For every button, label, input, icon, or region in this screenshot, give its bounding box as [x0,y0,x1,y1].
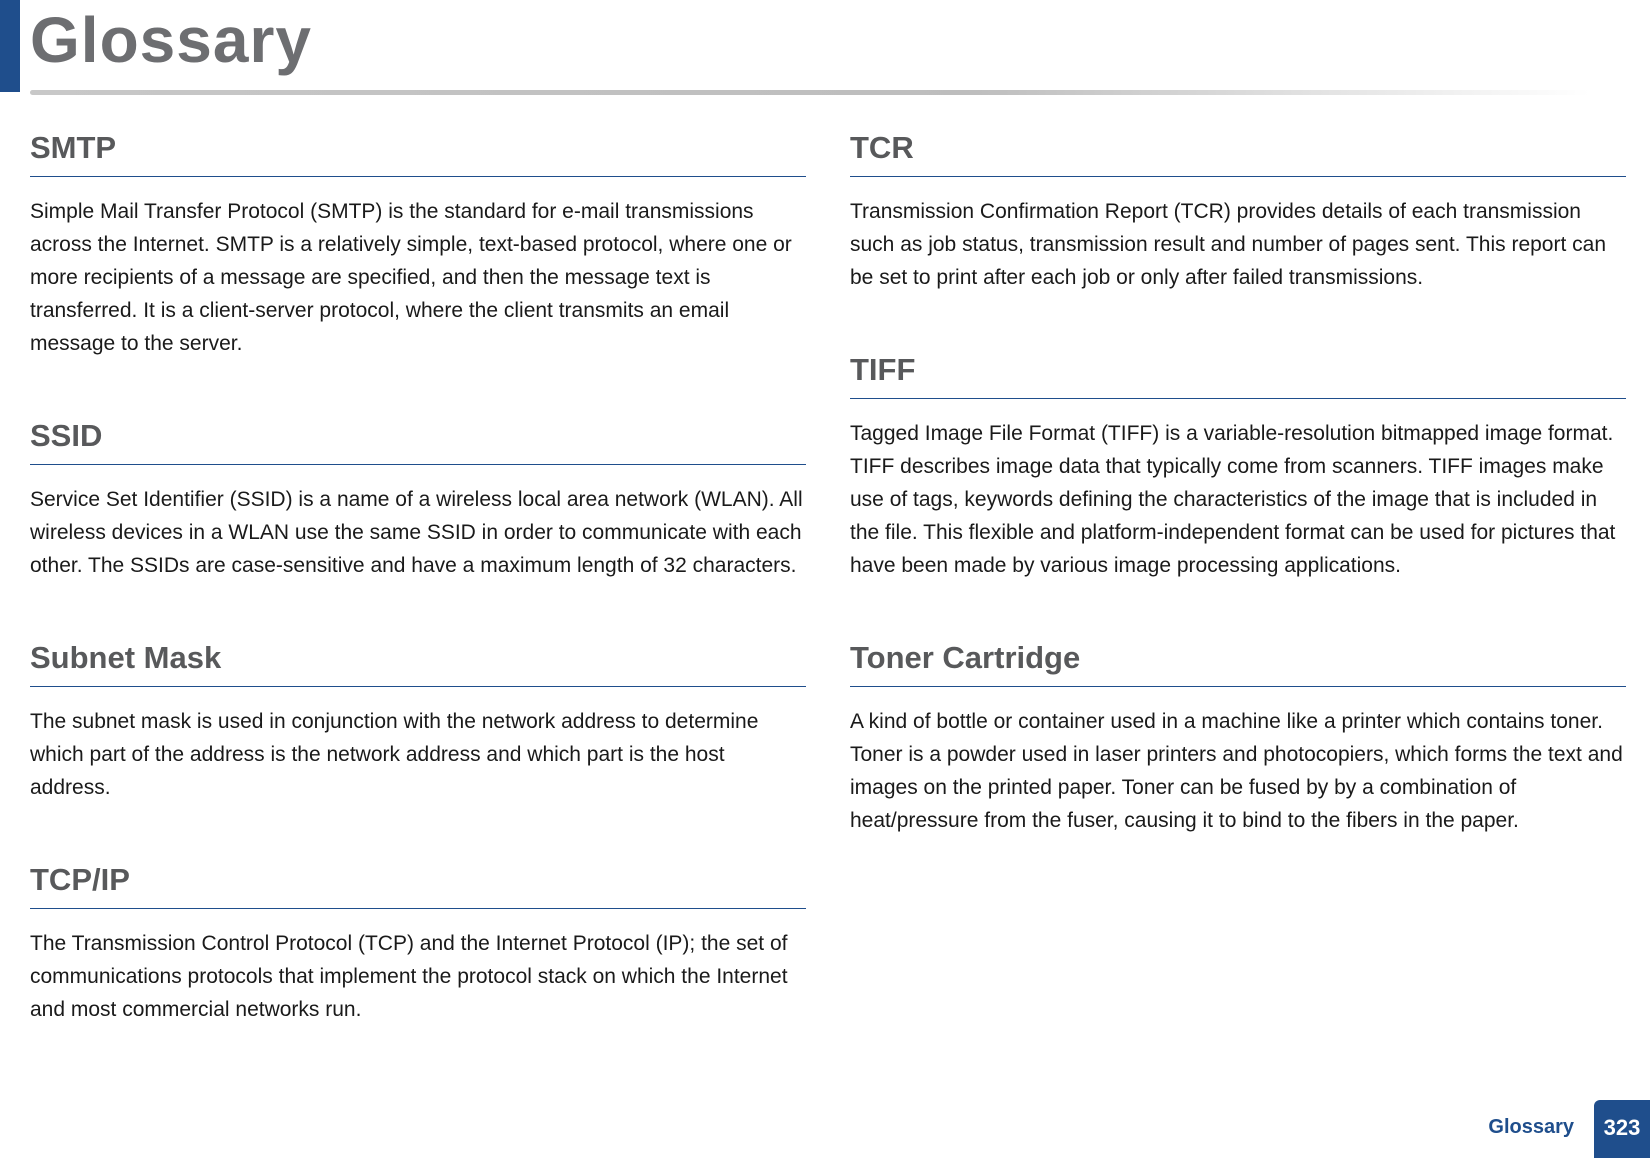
glossary-definition: Service Set Identifier (SSID) is a name of a wireless local area network (WLAN). All wireless devices in a WLAN use the same SSID in order to communicate with each other. The SSIDs are case-sensitive and have a maximum length of 32 characters. [30,488,803,577]
footer-section-label: Glossary [1488,1116,1574,1138]
glossary-entry-tcr [850,128,1626,294]
right-column [850,128,1626,837]
glossary-term: SMTP [30,128,806,177]
page-number-badge: 323 [1594,1100,1650,1158]
glossary-entry-subnet-mask [30,638,806,804]
glossary-definition: Simple Mail Transfer Protocol (SMTP) is the standard for e-mail transmissions across the Internet. SMTP is a relatively simple, text-based protocol, where one or more recipients of a message are specified, and then the message text is transferred. It is a client-server protocol, where the client transmits an email message to the server. [30,200,792,355]
glossary-term: TCP/IP [30,860,806,909]
glossary-definition: Tagged Image File Format (TIFF) is a variable-resolution bitmapped image format. TIFF describes image data that typically come from scanners. TIFF images make use of tags, keywords defining the characteristics of the image that is included in the file. This flexible and platform-independent format can be used for pictures that have been made by various image processing applications. [850,422,1616,577]
glossary-term: Subnet Mask [30,638,806,687]
glossary-definition: Transmission Confirmation Report (TCR) provides details of each transmission such as job status, transmission result and number of pages sent. This report can be set to print after each job or only after failed transmissions. [850,200,1606,289]
glossary-term: SSID [30,416,806,465]
title-divider [30,90,1590,95]
glossary-entry-tcp-ip [30,860,806,1026]
glossary-definition: The Transmission Control Protocol (TCP) and the Internet Protocol (IP); the set of communications protocols that implement the protocol stack on which the Internet and most commercial networks run. [30,932,788,1021]
glossary-definition: A kind of bottle or container used in a machine like a printer which contains toner. Toner is a powder used in laser printers and photocopiers, which forms the text and images on the printed paper. Toner can be fused by by a combination of heat/pressure from the fuser, causing it to bind to the fibers in the paper. [850,710,1623,832]
title-accent-bar [0,0,20,92]
glossary-entry-ssid [30,416,806,582]
glossary-entry-smtp [30,128,806,360]
left-column [30,128,806,1026]
glossary-entry-tiff [850,350,1626,582]
glossary-entry-toner-cartridge [850,638,1626,837]
glossary-term: Toner Cartridge [850,638,1626,687]
page-title: Glossary [30,4,312,76]
glossary-definition: The subnet mask is used in conjunction with the network address to determine which part of the address is the network address and which part is the host address. [30,710,759,799]
glossary-term: TIFF [850,350,1626,399]
glossary-term: TCR [850,128,1626,177]
